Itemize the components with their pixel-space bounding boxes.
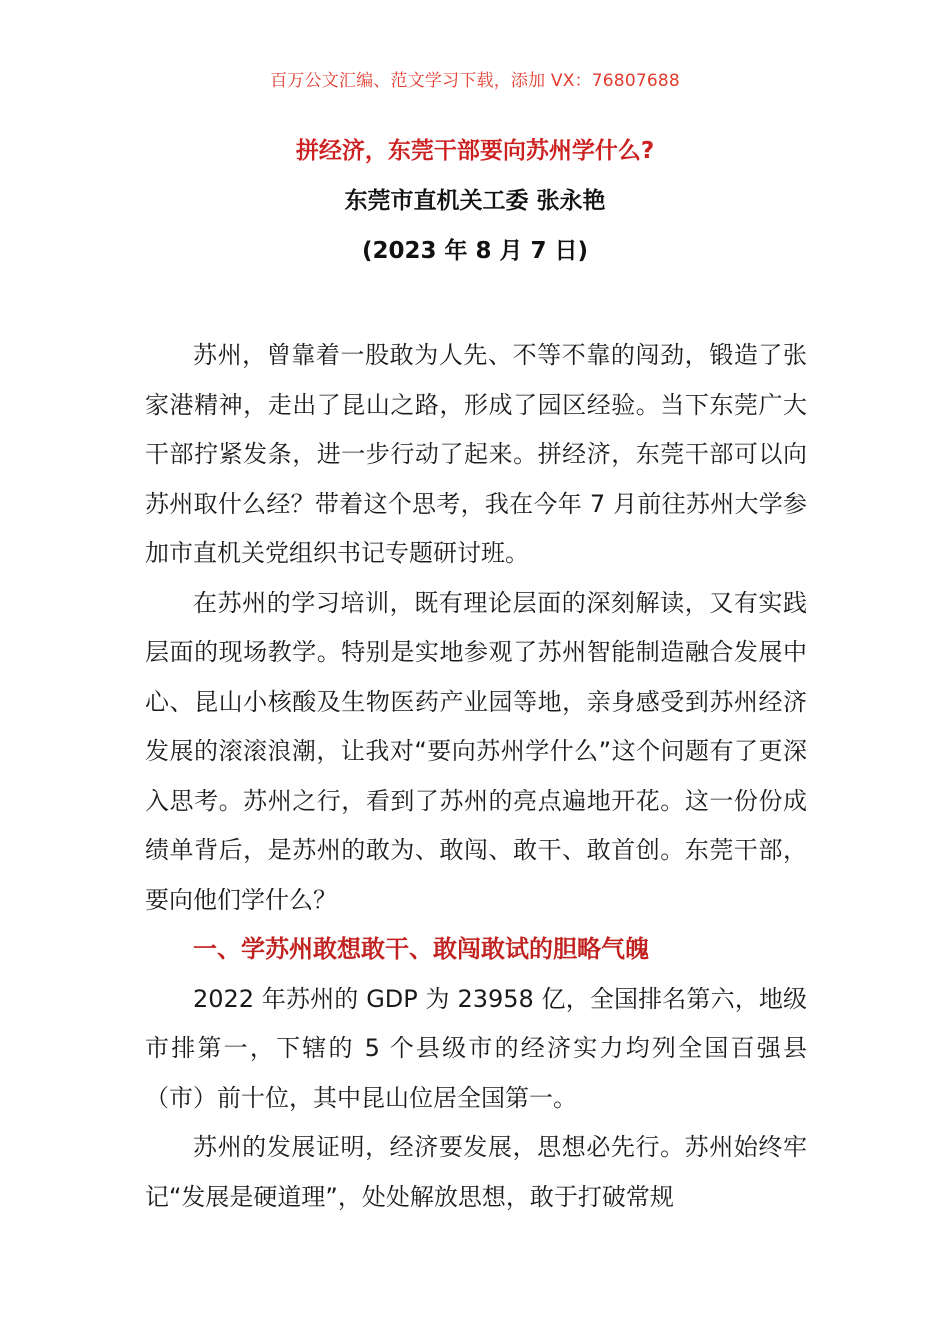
body-paragraph: 苏州的发展证明，经济要发展，思想必先行。苏州始终牢记“发展是硬道理”，处处解放思想，敢于打破常规: [145, 1133, 807, 1211]
document-date: (2023 年 8 月 7 日): [361, 238, 589, 264]
document-title: 拼经济，东莞干部要向苏州学什么?: [295, 138, 655, 164]
document-author: 东莞市直机关工委 张永艳: [344, 188, 606, 214]
body-paragraph: 2022 年苏州的 GDP 为 23958 亿，全国排名第六，地级市排第一，下辖的 5 个县级市的经济实力均列全国百强县（市）前十位，其中昆山位居全国第一。: [145, 984, 807, 1112]
body-paragraph: 苏州，曾靠着一股敢为人先、不等不靠的闯劲，锻造了张家港精神，走出了昆山之路，形成了园区经验。当下东莞广大干部拧紧发条，进一步行动了起来。拼经济，东莞干部可以向苏州取什么经？带着这个思考，我在今年 7 月前往苏州大学参加市直机关党组织书记专题研讨班。: [145, 341, 807, 567]
document-body: [145, 331, 807, 1222]
body-paragraph: 在苏州的学习培训，既有理论层面的深刻解读，又有实践层面的现场教学。特别是实地参观了苏州智能制造融合发展中心、昆山小核酸及生物医药产业园等地，亲身感受到苏州经济发展的滚滚浪潮，让我对“要向苏州学什么”这个问题有了更深入思考。苏州之行，看到了苏州的亮点遍地开花。这一份份成绩单背后，是苏州的敢为、敢闯、敢干、敢首创。东莞干部，要向他们学什么？: [145, 588, 807, 914]
section-heading: 一、学苏州敢想敢干、敢闯敢试的胆略气魄: [193, 935, 649, 963]
header-note: 百万公文汇编、范文学习下载，添加 VX：76807688: [270, 71, 680, 91]
